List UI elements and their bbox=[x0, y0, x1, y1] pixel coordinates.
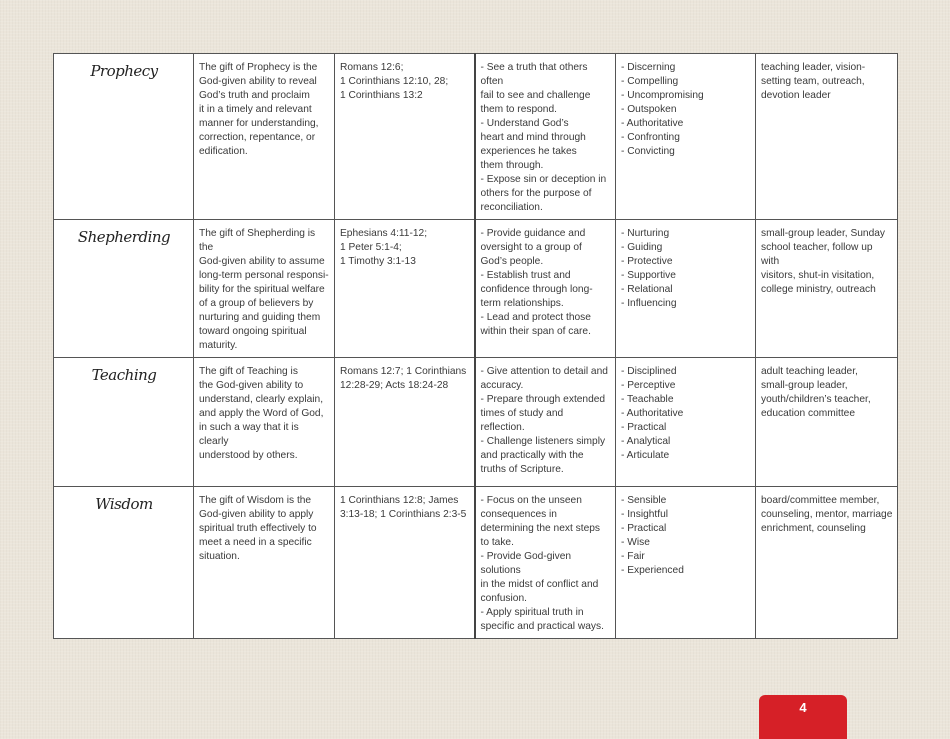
gift-actions: - Give attention to detail and accuracy. - Prepare through extended times of study and reflection. - Challenge listeners simply and practically with the truths of Scripture. bbox=[475, 358, 616, 487]
gift-traits: - Sensible - Insightful - Practical - Wise - Fair - Experienced bbox=[616, 487, 756, 639]
gift-definition: The gift of Teaching is the God-given ability to understand, clearly explain, and apply the Word of God, in such a way that it is clearly understood by others. bbox=[194, 358, 335, 487]
scripture-references: Romans 12:6; 1 Corinthians 12:10, 28; 1 Corinthians 13:2 bbox=[335, 54, 475, 220]
gift-name: Wisdom bbox=[54, 487, 194, 639]
scripture-references: 1 Corinthians 12:8; James 3:13-18; 1 Corinthians 2:3-5 bbox=[335, 487, 475, 639]
gift-name: Prophecy bbox=[54, 54, 194, 220]
gift-actions: - See a truth that others often fail to see and challenge them to respond. - Understand God’s heart and mind through experiences he takes them through. - Expose sin or deception in others for the purpose of reconciliation. bbox=[475, 54, 616, 220]
gift-definition: The gift of Shepherding is the God-given ability to assume long-term personal responsi- bility for the spiritual welfare of a group of believers by nurturing and guiding them toward ongoing spiritual maturity. bbox=[194, 220, 335, 358]
scripture-references: Romans 12:7; 1 Corinthians 12:28-29; Acts 18:24-28 bbox=[335, 358, 475, 487]
table-row bbox=[54, 358, 898, 487]
scripture-references: Ephesians 4:11-12; 1 Peter 5:1-4; 1 Timothy 3:1-13 bbox=[335, 220, 475, 358]
table-row bbox=[54, 54, 898, 220]
table-row bbox=[54, 220, 898, 358]
gift-name: Shepherding bbox=[54, 220, 194, 358]
gift-definition: The gift of Prophecy is the God-given ability to reveal God’s truth and proclaim it in a timely and relevant manner for understanding, correction, repentance, or edification. bbox=[194, 54, 335, 220]
ministry-roles: adult teaching leader, small-group leader, youth/children’s teacher, education committee bbox=[756, 358, 898, 487]
page-number: 4 bbox=[759, 695, 847, 739]
gift-traits: - Nurturing - Guiding - Protective - Supportive - Relational - Influencing bbox=[616, 220, 756, 358]
gift-actions: - Provide guidance and oversight to a group of God’s people. - Establish trust and confidence through long- term relationships. - Lead and protect those within their span of care. bbox=[475, 220, 616, 358]
ministry-roles: board/committee member, counseling, mentor, marriage enrichment, counseling bbox=[756, 487, 898, 639]
ministry-roles: small-group leader, Sunday school teacher, follow up with visitors, shut-in visitation, college ministry, outreach bbox=[756, 220, 898, 358]
gift-name: Teaching bbox=[54, 358, 194, 487]
spiritual-gifts-table bbox=[53, 53, 898, 639]
gift-definition: The gift of Wisdom is the God-given ability to apply spiritual truth effectively to meet a need in a specific situation. bbox=[194, 487, 335, 639]
ministry-roles: teaching leader, vision- setting team, outreach, devotion leader bbox=[756, 54, 898, 220]
table-row bbox=[54, 487, 898, 639]
gift-traits: - Disciplined - Perceptive - Teachable - Authoritative - Practical - Analytical - Articulate bbox=[616, 358, 756, 487]
gift-traits: - Discerning - Compelling - Uncompromising - Outspoken - Authoritative - Confronting - Convicting bbox=[616, 54, 756, 220]
gift-actions: - Focus on the unseen consequences in determining the next steps to take. - Provide God-given solutions in the midst of conflict and confusion. - Apply spiritual truth in specific and practical ways. bbox=[475, 487, 616, 639]
